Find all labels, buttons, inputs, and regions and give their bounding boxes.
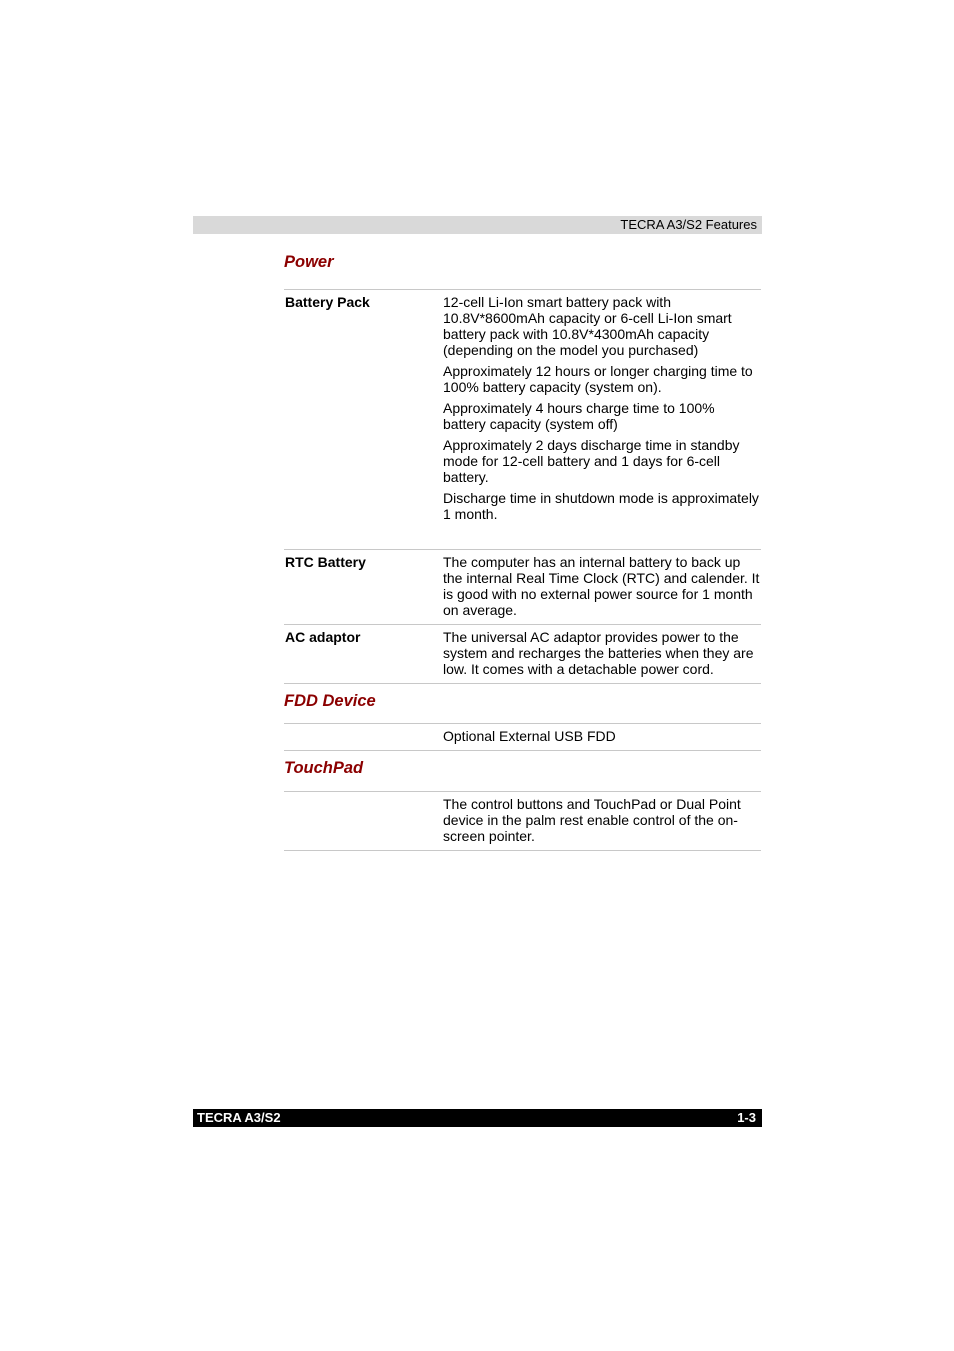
spec-paragraph: Approximately 4 hours charge time to 100% battery capacity (system off) (443, 400, 715, 432)
spec-term: AC adaptor (285, 629, 361, 645)
header-title: TECRA A3/S2 Features (620, 217, 757, 232)
spec-row-fdd (284, 723, 761, 751)
spec-description (443, 293, 761, 549)
section-title-fdd-device: FDD Device (284, 692, 376, 710)
page-number: 1-3 (737, 1110, 756, 1125)
section-title-power: Power (284, 253, 334, 271)
running-footer (193, 1109, 762, 1127)
spec-description: The control buttons and TouchPad or Dual Point device in the palm rest enable control of the on-screen pointer. (443, 796, 741, 844)
spec-term: Battery Pack (285, 294, 370, 310)
spec-term: RTC Battery (285, 554, 366, 570)
spec-description: Optional External USB FDD (443, 728, 616, 744)
footer-product-name: TECRA A3/S2 (197, 1110, 281, 1125)
main-content (284, 252, 761, 851)
spec-row-battery-pack (284, 289, 761, 549)
spec-row-touchpad (284, 791, 761, 851)
spec-paragraph: Approximately 2 days discharge time in standby mode for 12-cell battery and 1 days for 6-cell battery. (443, 437, 740, 485)
spec-term-empty (284, 727, 443, 750)
spec-row-rtc-battery (284, 549, 761, 624)
section-title-touchpad: TouchPad (284, 759, 364, 777)
spec-paragraph: Discharge time in shutdown mode is approximately 1 month. (443, 490, 759, 522)
spec-description: The universal AC adaptor provides power to the system and recharges the batteries when they are low. It comes with a detachable power cord. (443, 629, 754, 677)
running-header (193, 216, 762, 234)
spec-row-ac-adaptor (284, 624, 761, 684)
spec-paragraph: Approximately 12 hours or longer charging time to 100% battery capacity (system on). (443, 363, 753, 395)
spec-paragraph: 12-cell Li-Ion smart battery pack with 10.8V*8600mAh capacity or 6-cell Li-Ion smart battery pack with 10.8V*4300mAh capacity (depending on the model you purchased) (443, 294, 732, 358)
spec-term-empty (284, 795, 443, 850)
spec-description: The computer has an internal battery to back up the internal Real Time Clock (RTC) and calender. It is good with no external power source for 1 month on average. (443, 554, 760, 618)
